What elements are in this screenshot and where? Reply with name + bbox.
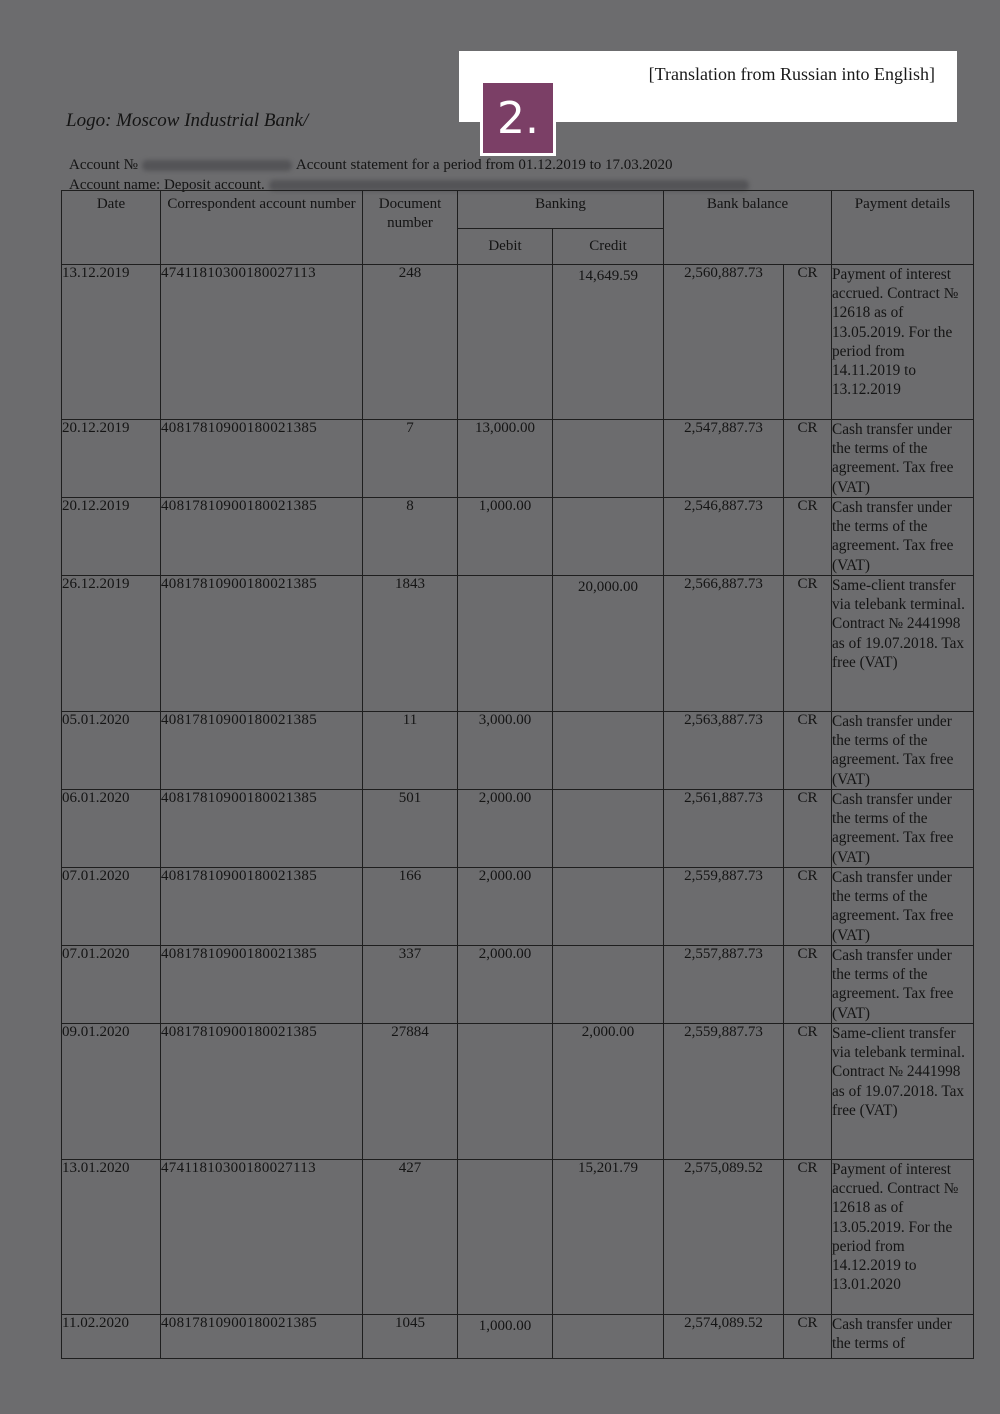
row-balance: 2,547,887.73 [664, 420, 784, 498]
row-balance: 2,575,089.52 [664, 1160, 784, 1315]
row-document-number: 248 [363, 265, 458, 420]
row-cr-flag: CR [784, 420, 832, 498]
row-debit: 3,000.00 [458, 712, 553, 790]
row-date: 13.01.2020 [62, 1160, 161, 1315]
row-balance: 2,559,887.73 [664, 868, 784, 946]
row-balance: 2,560,887.73 [664, 265, 784, 420]
row-correspondent-account: 40817810900180021385 [161, 946, 363, 1024]
row-balance: 2,559,887.73 [664, 1024, 784, 1160]
row-document-number: 427 [363, 1160, 458, 1315]
row-cr-flag: CR [784, 946, 832, 1024]
col-correspondent-account: Correspondent account number [161, 191, 363, 265]
row-date: 05.01.2020 [62, 712, 161, 790]
row-balance: 2,563,887.73 [664, 712, 784, 790]
row-date: 26.12.2019 [62, 576, 161, 712]
col-bank-balance: Bank balance [664, 191, 832, 265]
row-balance: 2,561,887.73 [664, 790, 784, 868]
row-balance: 2,574,089.52 [664, 1315, 784, 1359]
row-payment-details: Same-client transfer via telebank terminal. Contract № 2441998 as of 19.07.2018. Tax free (VAT) [832, 1024, 974, 1160]
row-cr-flag: CR [784, 498, 832, 576]
row-balance: 2,557,887.73 [664, 946, 784, 1024]
row-debit [458, 1024, 553, 1160]
table-row [62, 1024, 974, 1160]
table-row [62, 712, 974, 790]
row-document-number: 1843 [363, 576, 458, 712]
row-credit [553, 868, 664, 946]
col-debit: Debit [458, 229, 553, 265]
row-payment-details: Payment of interest accrued. Contract № 12618 as of 13.05.2019. For the period from 14.12.2019 to 13.01.2020 [832, 1160, 974, 1315]
row-debit: 1,000.00 [458, 1315, 553, 1359]
row-balance: 2,546,887.73 [664, 498, 784, 576]
row-cr-flag: CR [784, 868, 832, 946]
table-row [62, 265, 974, 420]
row-credit [553, 498, 664, 576]
row-correspondent-account: 47411810300180027113 [161, 265, 363, 420]
translation-note: [Translation from Russian into English] [648, 64, 935, 84]
redacted-account-number [142, 160, 292, 171]
row-credit [553, 1315, 664, 1359]
row-correspondent-account: 40817810900180021385 [161, 498, 363, 576]
row-document-number: 27884 [363, 1024, 458, 1160]
row-credit [553, 946, 664, 1024]
row-debit [458, 576, 553, 712]
row-credit [553, 790, 664, 868]
row-payment-details: Cash transfer under the terms of the agreement. Tax free (VAT) [832, 712, 974, 790]
row-credit [553, 420, 664, 498]
row-cr-flag: CR [784, 712, 832, 790]
row-debit [458, 1160, 553, 1315]
bank-logo-caption: Logo: Moscow Industrial Bank/ [66, 110, 309, 131]
row-debit: 2,000.00 [458, 790, 553, 868]
row-correspondent-account: 40817810900180021385 [161, 1024, 363, 1160]
row-credit: 20,000.00 [553, 576, 664, 712]
row-payment-details: Cash transfer under the terms of the agreement. Tax free (VAT) [832, 868, 974, 946]
row-credit [553, 712, 664, 790]
row-cr-flag: CR [784, 576, 832, 712]
col-credit: Credit [553, 229, 664, 265]
row-payment-details: Cash transfer under the terms of the agreement. Tax free (VAT) [832, 420, 974, 498]
account-label: Account № [69, 157, 138, 173]
row-credit: 14,649.59 [553, 265, 664, 420]
row-correspondent-account: 40817810900180021385 [161, 576, 363, 712]
row-date: 06.01.2020 [62, 790, 161, 868]
col-banking: Banking [458, 191, 664, 229]
row-credit: 15,201.79 [553, 1160, 664, 1315]
row-date: 07.01.2020 [62, 946, 161, 1024]
row-payment-details: Cash transfer under the terms of the agreement. Tax free (VAT) [832, 946, 974, 1024]
row-credit: 2,000.00 [553, 1024, 664, 1160]
row-cr-flag: CR [784, 265, 832, 420]
row-correspondent-account: 40817810900180021385 [161, 712, 363, 790]
table-row [62, 946, 974, 1024]
row-date: 11.02.2020 [62, 1315, 161, 1359]
row-document-number: 7 [363, 420, 458, 498]
row-balance: 2,566,887.73 [664, 576, 784, 712]
table-row [62, 576, 974, 712]
row-payment-details: Cash transfer under the terms of [832, 1315, 974, 1359]
row-correspondent-account: 40817810900180021385 [161, 420, 363, 498]
row-debit: 13,000.00 [458, 420, 553, 498]
account-number-line [69, 157, 672, 174]
row-date: 07.01.2020 [62, 868, 161, 946]
row-document-number: 501 [363, 790, 458, 868]
row-correspondent-account: 40817810900180021385 [161, 1315, 363, 1359]
row-correspondent-account: 40817810900180021385 [161, 868, 363, 946]
row-cr-flag: CR [784, 1024, 832, 1160]
row-payment-details: Same-client transfer via telebank terminal. Contract № 2441998 as of 19.07.2018. Tax free (VAT) [832, 576, 974, 712]
table-row [62, 868, 974, 946]
row-document-number: 166 [363, 868, 458, 946]
row-cr-flag: CR [784, 1160, 832, 1315]
row-document-number: 8 [363, 498, 458, 576]
table-row [62, 1160, 974, 1315]
row-document-number: 337 [363, 946, 458, 1024]
row-correspondent-account: 40817810900180021385 [161, 790, 363, 868]
row-cr-flag: CR [784, 790, 832, 868]
col-document-number: Document number [363, 191, 458, 265]
row-debit: 2,000.00 [458, 946, 553, 1024]
row-date: 20.12.2019 [62, 420, 161, 498]
table-row [62, 420, 974, 498]
page-number-badge: 2. [480, 80, 556, 156]
row-payment-details: Cash transfer under the terms of the agreement. Tax free (VAT) [832, 790, 974, 868]
col-date: Date [62, 191, 161, 265]
statement-period: Account statement for a period from 01.12.2019 to 17.03.2020 [295, 157, 673, 173]
row-date: 20.12.2019 [62, 498, 161, 576]
row-debit: 2,000.00 [458, 868, 553, 946]
row-correspondent-account: 47411810300180027113 [161, 1160, 363, 1315]
row-payment-details: Payment of interest accrued. Contract № 12618 as of 13.05.2019. For the period from 14.11.2019 to 13.12.2019 [832, 265, 974, 420]
row-debit [458, 265, 553, 420]
table-row [62, 790, 974, 868]
row-debit: 1,000.00 [458, 498, 553, 576]
account-name: Account name: Deposit account. [69, 177, 265, 193]
row-payment-details: Cash transfer under the terms of the agreement. Tax free (VAT) [832, 498, 974, 576]
table-row [62, 498, 974, 576]
row-document-number: 11 [363, 712, 458, 790]
row-document-number: 1045 [363, 1315, 458, 1359]
col-payment-details: Payment details [832, 191, 974, 265]
row-cr-flag: CR [784, 1315, 832, 1359]
row-date: 09.01.2020 [62, 1024, 161, 1160]
row-date: 13.12.2019 [62, 265, 161, 420]
statement-table [61, 190, 974, 1359]
table-row [62, 1315, 974, 1359]
